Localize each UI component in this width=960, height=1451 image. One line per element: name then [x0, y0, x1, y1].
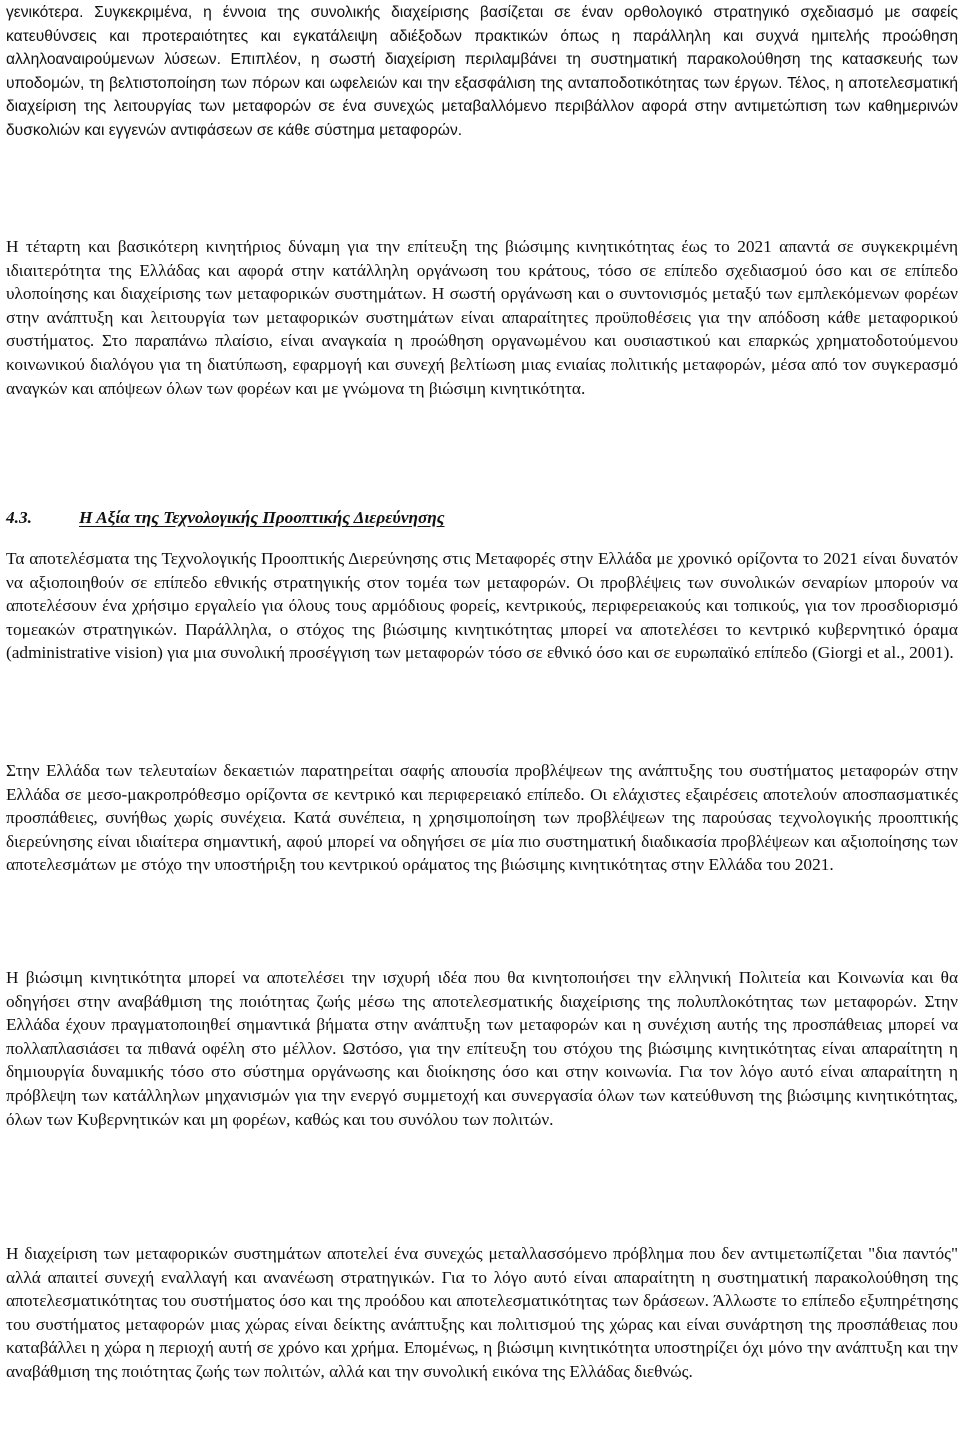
- paragraph-foresight-results-text-1: Τα αποτελέσματα της Τεχνολογικής Προοπτικής Διερεύνησης στις Μεταφορές στην Ελλάδα με χρονικό ορίζοντα το 2021 είναι δυνατόν να αξιοποιηθούν σε επίπεδο εθνικής στρατηγικής στον τομέα των μεταφορών.: [6, 549, 958, 592]
- section-heading: [6, 506, 958, 530]
- paragraph-state-organization-text-1: Η τέταρτη και βασικότερη κινητήριος δύναμη για την επίτευξη της βιώσιμης κινητικότητας έως το 2021 απαντά σε συγκεκριμένη ιδιαιτερότητα της Ελλάδας και αφορά στην κατάλληλη οργάνωση του κράτους, τόσο σε επίπεδο σχεδιασμού όσο και σε επίπεδο υλοποίησης και διαχείρισης των μεταφορικών συστημάτων. Η σωστή οργάνωση και ο συντονισμός μεταξύ των εμπλεκόμενων φορέων στην ανάπτυξη και λειτουργία των μεταφορικών συστημάτων είναι απαραίτητες προϋποθέσεις για την απόδοση κάθε μεταφορικού συστήματος.: [6, 237, 958, 351]
- paragraph-forecast-absence: [6, 759, 958, 877]
- paragraph-transport-management-text-1: Η διαχείριση των μεταφορικών συστημάτων αποτελεί ένα συνεχώς μεταλλασσόμενο πρόβλημα που δεν αντιμετωπίζεται "δια παντός" αλλά απαιτεί συνεχή εναλλαγή και ανανέωση στρατηγικών.: [6, 1244, 958, 1287]
- paragraph-sustainable-mobility-text-1: Η βιώσιμη κινητικότητα μπορεί να αποτελέσει την ισχυρή ιδέα που θα κινητοποιήσει την ελληνική Πολιτεία και Κοινωνία και θα οδηγήσει στην αναβάθμιση της ποιότητας ζωής μέσω της αποτελεσματικής διαχείρισης της πολυπλοκότητας των μεταφορών.: [6, 968, 958, 1011]
- section-number: 4.3.: [6, 508, 32, 527]
- paragraph-sustainable-mobility: [6, 966, 958, 1131]
- paragraph-sustainable-mobility-text-3: Ωστόσο, για την επίτευξη του στόχου της βιώσιμης κινητικότητας είναι απαραίτητη η δημιουργία δυναμικής τόσο στο σύστημα οργάνωσης και διοίκησης όσο και στην κοινωνία.: [6, 1038, 958, 1082]
- paragraph-state-organization: [6, 235, 958, 400]
- paragraph-management-text: γενικότερα. Συγκεκριμένα, η έννοια της συνολικής διαχείρισης βασίζεται σε έναν ορθολογικό στρατηγικό σχεδιασμό με σαφείς κατευθύνσεις και προτεραιότητες και εγκατάλειψη αδιέξοδων πρακτικών όπως η παράλληλη και συχνά ημιτελής προώθηση αλληλοαναιρούμενων λύσεων. Επιπλέον, η σωστή διαχείριση περιλαμβάνει τη συστηματική παρακολούθηση της κατασκευής των υποδομών, τη βελτιστοποίηση των πόρων και ωφελειών και την εξασφάλιση της ανταποδοτικότητας των έργων. Τέλος, η αποτελεσματική διαχείριση της λειτουργίας των μεταφορών σε ένα συνεχώς μεταβαλλόμενο περιβάλλον αφορά στην αντιμετώπιση των καθημερινών δυσκολιών και εγγενών αντιφάσεων σε κάθε σύστημα μεταφορών.: [6, 4, 958, 139]
- paragraph-sustainable-mobility-text-4: Για τον λόγο αυτό είναι απαραίτητη η πρόβλεψη των κατάλληλων μηχανισμών για την ενεργό συμμετοχή και συνεργασία όλων των κατεύθυνση της βιώσιμης κινητικότητας, όλων των Κυβερνητικών και μη φορέων, καθώς και του συνόλου των πολιτών.: [6, 1062, 958, 1129]
- section-title: Η Αξία της Τεχνολογικής Προοπτικής Διερεύνησης: [79, 508, 445, 527]
- paragraph-management: [6, 1, 958, 143]
- paragraph-foresight-results-text-3: Παράλληλα, ο στόχος της βιώσιμης κινητικότητας μπορεί να αποτελέσει το κεντρικό κυβερνητικό όραμα (administrative vision) για μια συνολική προσέγγιση των μεταφορών τόσο σε εθνικό όσο και σε ευρωπαϊκό επίπεδο (Giorgi et al., 2001).: [6, 619, 958, 663]
- paragraph-state-organization-text-2: Στο παραπάνω πλαίσιο, είναι αναγκαία η προώθηση οργανωμένου και ουσιαστικού και επαρκώς χρηματοδοτούμενου κοινωνικού διαλόγου για τη διατύπωση, εφαρμογή και συνεχή βελτίωση μιας ενιαίας πολιτικής μεταφορών, μέσα από τον συγκερασμό αναγκών και απόψεων όλων των φορέων και με γνώμονα τη βιώσιμη κινητικότητα.: [6, 331, 959, 398]
- paragraph-sustainable-mobility-text-2: Στην Ελλάδα έχουν πραγματοποιηθεί σημαντικά βήματα στην ανάπτυξη των μεταφορών και η συνέχιση αυτής της προσπάθειας μπορεί να πολλαπλασιάσει τα πιθανά οφέλη στο μέλλον.: [6, 991, 958, 1058]
- paragraph-forecast-absence-text-1: Στην Ελλάδα των τελευταίων δεκαετιών παρατηρείται σαφής απουσία προβλέψεων της ανάπτυξης του συστήματος μεταφορών στην Ελλάδα σε μεσο-μακροπρόθεσμο ορίζοντα σε κεντρικό και περιφερειακό επίπεδο.: [6, 761, 958, 804]
- paragraph-forecast-absence-text-3: Κατά συνέπεια, η χρησιμοποίηση των προβλέψεων της παρούσας τεχνολογικής προοπτικής διερεύνησης είναι ιδιαίτερα σημαντική, αφού μπορεί να οδηγήσει σε μία πιο συστηματική διαδικασία προβλέψεων και αξιοποίησης των αποτελεσμάτων με στόχο την υποστήριξη του κεντρικού οράματος της βιώσιμης κινητικότητας στην Ελλάδα του 2021.: [6, 808, 958, 875]
- paragraph-transport-management-text-4: Επομένως, η βιώσιμη κινητικότητα υποστηρίζει όχι μόνο την ανάπτυξη και την αναβάθμιση της ποιότητας ζωής των πολιτών, αλλά και την συνολική εικόνα της Ελλάδας διεθνώς.: [6, 1338, 958, 1381]
- paragraph-transport-management-text-2: Για το λόγο αυτό είναι απαραίτητη η συστηματική παρακολούθηση της αποτελεσματικότητας του συστήματος όσο και της προόδου και αποτελεσματικότητας των δράσεων.: [6, 1267, 958, 1311]
- paragraph-forecast-absence-text-2: Οι ελάχιστες εξαιρέσεις αποτελούν αποσπασματικές προσπάθειες, συνήθως χωρίς συνέχεια.: [6, 784, 958, 828]
- paragraph-transport-management-text-3: Άλλωστε το επίπεδο εξυπηρέτησης του συστήματος μεταφορών μιας χώρας είναι δείκτης ανάπτυξης και πολιτισμού της χώρας και είναι συνάρτηση της προσπάθειας που καταβάλλει η χώρα η περιοχή αυτή σε χρόνο και χρήμα.: [6, 1291, 958, 1358]
- paragraph-transport-management: [6, 1242, 958, 1384]
- paragraph-foresight-results: [6, 547, 958, 665]
- paragraph-foresight-results-text-2: Οι προβλέψεις των συνολικών σεναρίων μπορούν να αποτελέσουν ένα χρήσιμο εργαλείο για όλους τους αρμόδιους φορείς, κεντρικούς, περιφερειακούς και τοπικούς, για τον προσδιορισμό τομεακών στρατηγικών.: [6, 572, 958, 639]
